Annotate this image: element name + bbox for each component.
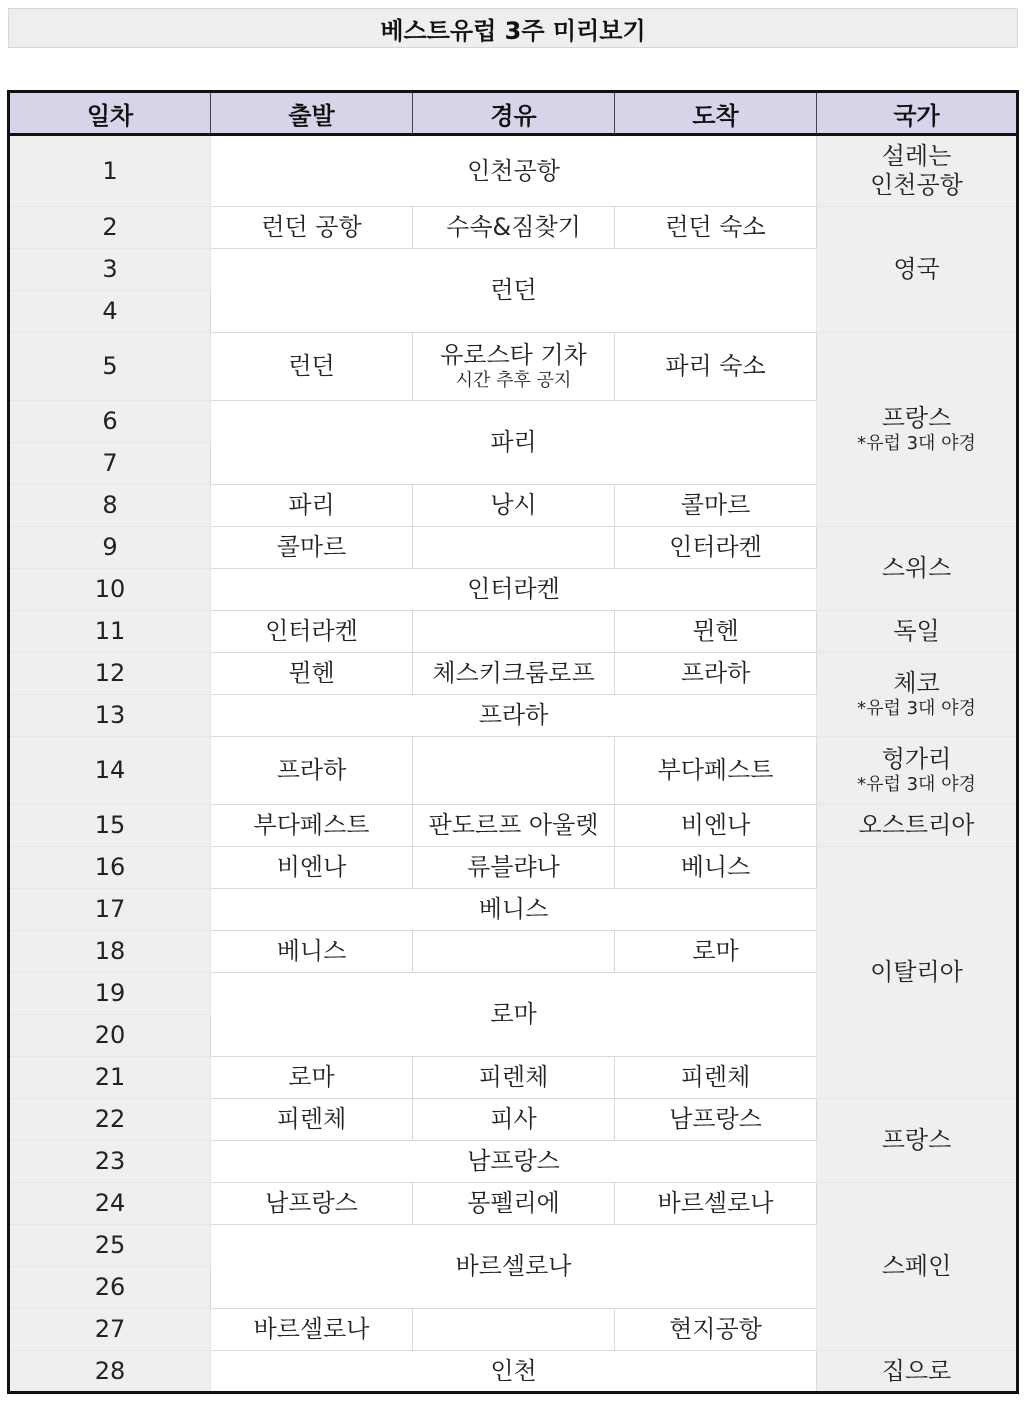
via-label: 유로스타 기차 xyxy=(440,341,587,370)
merged-location: 런던 xyxy=(211,249,817,333)
country-cell: 스페인 xyxy=(817,1183,1018,1351)
arrive-cell: 현지공항 xyxy=(615,1309,817,1351)
arrive-cell: 남프랑스 xyxy=(615,1099,817,1141)
arrive-cell: 부다페스트 xyxy=(615,737,817,805)
day-number: 13 xyxy=(9,695,211,737)
merged-location: 바르셀로나 xyxy=(211,1225,817,1309)
via-cell: 류블랴나 xyxy=(413,847,615,889)
header-day: 일차 xyxy=(9,92,211,135)
day-number: 26 xyxy=(9,1267,211,1309)
day-number: 28 xyxy=(9,1351,211,1393)
merged-location: 로마 xyxy=(211,973,817,1057)
day-number: 5 xyxy=(9,333,211,401)
country-label: 설레는 xyxy=(881,142,952,171)
country-label: 헝가리 xyxy=(881,745,952,774)
depart-cell: 남프랑스 xyxy=(211,1183,413,1225)
via-cell xyxy=(413,1309,615,1351)
arrive-cell: 베니스 xyxy=(615,847,817,889)
day-number: 2 xyxy=(9,207,211,249)
depart-cell: 비엔나 xyxy=(211,847,413,889)
depart-cell: 프라하 xyxy=(211,737,413,805)
depart-cell: 베니스 xyxy=(211,931,413,973)
day-number: 20 xyxy=(9,1015,211,1057)
via-cell xyxy=(413,527,615,569)
arrive-cell: 바르셀로나 xyxy=(615,1183,817,1225)
depart-cell: 인터라켄 xyxy=(211,611,413,653)
day-number: 15 xyxy=(9,805,211,847)
via-cell: 몽펠리에 xyxy=(413,1183,615,1225)
table-row xyxy=(9,333,1018,401)
arrive-cell: 런던 숙소 xyxy=(615,207,817,249)
depart-cell: 뮌헨 xyxy=(211,653,413,695)
country-cell: 프랑스 xyxy=(817,1099,1018,1183)
depart-cell: 런던 xyxy=(211,333,413,401)
day-number: 16 xyxy=(9,847,211,889)
via-cell xyxy=(413,333,615,401)
day-number: 3 xyxy=(9,249,211,291)
day-number: 10 xyxy=(9,569,211,611)
table-row xyxy=(9,847,1018,889)
via-cell: 수속&짐찾기 xyxy=(413,207,615,249)
depart-cell: 바르셀로나 xyxy=(211,1309,413,1351)
page-title: 베스트유럽 3주 미리보기 xyxy=(8,8,1018,48)
via-cell: 피렌체 xyxy=(413,1057,615,1099)
country-cell: 스위스 xyxy=(817,527,1018,611)
arrive-cell: 콜마르 xyxy=(615,485,817,527)
day-number: 1 xyxy=(9,135,211,207)
arrive-cell: 파리 숙소 xyxy=(615,333,817,401)
via-note: 시간 추후 공지 xyxy=(455,370,572,392)
country-cell: 영국 xyxy=(817,207,1018,333)
day-number: 11 xyxy=(9,611,211,653)
header-arrive: 도착 xyxy=(615,92,817,135)
arrive-cell: 뮌헨 xyxy=(615,611,817,653)
country-cell xyxy=(817,737,1018,805)
via-cell: 판도르프 아울렛 xyxy=(413,805,615,847)
via-cell xyxy=(413,611,615,653)
day-number: 25 xyxy=(9,1225,211,1267)
itinerary-table xyxy=(7,90,1019,1394)
depart-cell: 부다페스트 xyxy=(211,805,413,847)
country-cell: 독일 xyxy=(817,611,1018,653)
day-number: 18 xyxy=(9,931,211,973)
header-country: 국가 xyxy=(817,92,1018,135)
depart-cell: 파리 xyxy=(211,485,413,527)
merged-location: 베니스 xyxy=(211,889,817,931)
table-row xyxy=(9,737,1018,805)
table-row xyxy=(9,1183,1018,1225)
table-row xyxy=(9,135,1018,207)
via-cell: 체스키크룸로프 xyxy=(413,653,615,695)
country-note: *유럽 3대 야경 xyxy=(857,433,976,455)
country-label: 체코 xyxy=(893,669,940,698)
merged-location: 인터라켄 xyxy=(211,569,817,611)
depart-cell: 런던 공항 xyxy=(211,207,413,249)
day-number: 19 xyxy=(9,973,211,1015)
country-cell: 이탈리아 xyxy=(817,847,1018,1099)
country-cell xyxy=(817,135,1018,207)
table-row xyxy=(9,611,1018,653)
country-cell: 오스트리아 xyxy=(817,805,1018,847)
table-row xyxy=(9,1351,1018,1393)
merged-location: 인천공항 xyxy=(211,135,817,207)
depart-cell: 콜마르 xyxy=(211,527,413,569)
day-number: 17 xyxy=(9,889,211,931)
country-note: *유럽 3대 야경 xyxy=(857,698,976,720)
arrive-cell: 인터라켄 xyxy=(615,527,817,569)
day-number: 12 xyxy=(9,653,211,695)
day-number: 21 xyxy=(9,1057,211,1099)
arrive-cell: 로마 xyxy=(615,931,817,973)
merged-location: 남프랑스 xyxy=(211,1141,817,1183)
day-number: 9 xyxy=(9,527,211,569)
via-cell: 피사 xyxy=(413,1099,615,1141)
arrive-cell: 피렌체 xyxy=(615,1057,817,1099)
day-number: 14 xyxy=(9,737,211,805)
day-number: 23 xyxy=(9,1141,211,1183)
day-number: 7 xyxy=(9,443,211,485)
merged-location: 파리 xyxy=(211,401,817,485)
merged-location: 프라하 xyxy=(211,695,817,737)
country-label: 인천공항 xyxy=(870,171,963,199)
merged-location: 인천 xyxy=(211,1351,817,1393)
country-cell xyxy=(817,333,1018,527)
table-row xyxy=(9,527,1018,569)
country-note: *유럽 3대 야경 xyxy=(857,774,976,796)
country-cell: 집으로 xyxy=(817,1351,1018,1393)
day-number: 4 xyxy=(9,291,211,333)
header-depart: 출발 xyxy=(211,92,413,135)
country-cell xyxy=(817,653,1018,737)
table-row xyxy=(9,805,1018,847)
via-cell: 낭시 xyxy=(413,485,615,527)
arrive-cell: 비엔나 xyxy=(615,805,817,847)
table-row xyxy=(9,1099,1018,1141)
table-row xyxy=(9,653,1018,695)
header-via: 경유 xyxy=(413,92,615,135)
via-cell xyxy=(413,737,615,805)
day-number: 24 xyxy=(9,1183,211,1225)
country-label: 프랑스 xyxy=(881,404,952,433)
depart-cell: 피렌체 xyxy=(211,1099,413,1141)
day-number: 22 xyxy=(9,1099,211,1141)
depart-cell: 로마 xyxy=(211,1057,413,1099)
day-number: 6 xyxy=(9,401,211,443)
day-number: 27 xyxy=(9,1309,211,1351)
day-number: 8 xyxy=(9,485,211,527)
header-row xyxy=(9,92,1018,135)
table-row xyxy=(9,207,1018,249)
arrive-cell: 프라하 xyxy=(615,653,817,695)
via-cell xyxy=(413,931,615,973)
